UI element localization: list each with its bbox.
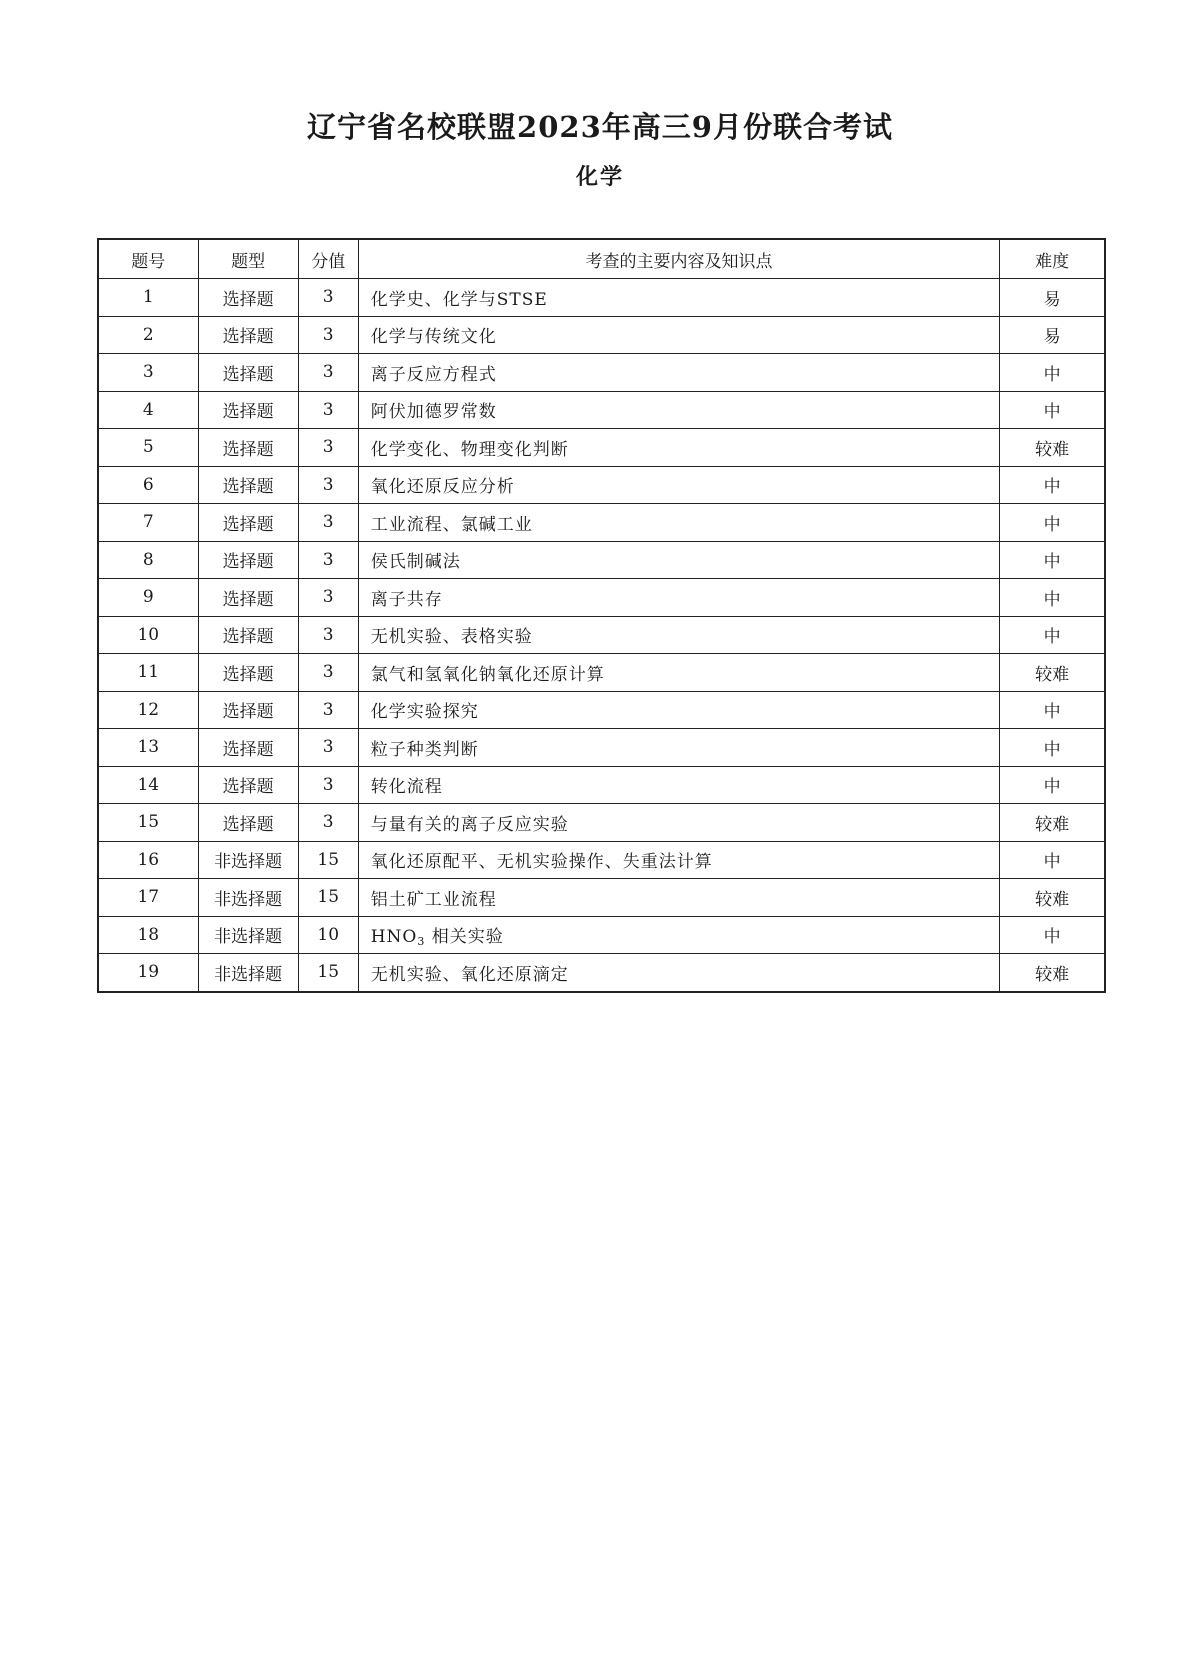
cell-difficulty: 中 [1000, 466, 1105, 504]
cell-score: 10 [298, 916, 358, 954]
cell-number: 14 [98, 766, 198, 804]
table-row [98, 579, 1105, 617]
cell-score: 3 [298, 616, 358, 654]
cell-type: 选择题 [198, 541, 298, 579]
cell-content: 转化流程 [358, 766, 1000, 804]
table-header-row [98, 239, 1105, 279]
cell-number: 17 [98, 879, 198, 917]
cell-number: 3 [98, 354, 198, 392]
cell-content: 无机实验、氧化还原滴定 [358, 954, 1000, 992]
cell-difficulty: 较难 [1000, 954, 1105, 992]
cell-type: 非选择题 [198, 954, 298, 992]
cell-difficulty: 易 [1000, 316, 1105, 354]
cell-difficulty: 中 [1000, 391, 1105, 429]
header-type: 题型 [198, 239, 298, 279]
cell-difficulty: 中 [1000, 616, 1105, 654]
cell-score: 3 [298, 279, 358, 317]
cell-score: 3 [298, 354, 358, 392]
cell-number: 1 [98, 279, 198, 317]
cell-number: 7 [98, 504, 198, 542]
table-row [98, 916, 1105, 954]
table-row [98, 804, 1105, 842]
page-subtitle: 化学 [575, 165, 624, 190]
cell-score: 3 [298, 729, 358, 767]
table-row [98, 766, 1105, 804]
cell-content: 与量有关的离子反应实验 [358, 804, 1000, 842]
cell-type: 选择题 [198, 466, 298, 504]
header-difficulty: 难度 [1000, 239, 1105, 279]
cell-difficulty: 中 [1000, 916, 1105, 954]
page-title: 辽宁省名校联盟2023年高三9月份联合考试 [307, 110, 893, 144]
cell-difficulty: 较难 [1000, 879, 1105, 917]
formula-hno3: $HNO_3$ [370, 926, 426, 948]
cell-difficulty: 中 [1000, 766, 1105, 804]
table-row [98, 504, 1105, 542]
cell-content: 阿伏加德罗常数 [358, 391, 1000, 429]
table-row [98, 391, 1105, 429]
cell-type: 非选择题 [198, 879, 298, 917]
cell-difficulty: 中 [1000, 729, 1105, 767]
cell-type: 选择题 [198, 804, 298, 842]
cell-content: 离子共存 [358, 579, 1000, 617]
table-row [98, 654, 1105, 692]
cell-type: 非选择题 [198, 841, 298, 879]
cell-content: 化学实验探究 [358, 691, 1000, 729]
cell-content: 氯气和氢氧化钠氧化还原计算 [358, 654, 1000, 692]
cell-type: 非选择题 [198, 916, 298, 954]
cell-content: 侯氏制碱法 [358, 541, 1000, 579]
cell-score: 3 [298, 541, 358, 579]
cell-type: 选择题 [198, 579, 298, 617]
table-row [98, 841, 1105, 879]
cell-type: 选择题 [198, 391, 298, 429]
cell-score: 15 [298, 841, 358, 879]
cell-score: 3 [298, 579, 358, 617]
cell-difficulty: 中 [1000, 541, 1105, 579]
table-row [98, 354, 1105, 392]
exam-analysis-table [97, 238, 1106, 993]
table-row [98, 691, 1105, 729]
cell-number: 5 [98, 429, 198, 467]
cell-number: 19 [98, 954, 198, 992]
header-number: 题号 [98, 239, 198, 279]
cell-score: 3 [298, 504, 358, 542]
cell-score: 3 [298, 654, 358, 692]
table-row [98, 429, 1105, 467]
cell-difficulty: 中 [1000, 691, 1105, 729]
cell-content: 粒子种类判断 [358, 729, 1000, 767]
table-row [98, 616, 1105, 654]
cell-type: 选择题 [198, 316, 298, 354]
table-row [98, 729, 1105, 767]
cell-type: 选择题 [198, 354, 298, 392]
cell-score: 3 [298, 429, 358, 467]
cell-type: 选择题 [198, 429, 298, 467]
cell-type: 选择题 [198, 654, 298, 692]
cell-score: 15 [298, 954, 358, 992]
cell-type: 选择题 [198, 279, 298, 317]
cell-type: 选择题 [198, 729, 298, 767]
cell-difficulty: 较难 [1000, 654, 1105, 692]
cell-score: 15 [298, 879, 358, 917]
cell-number: 15 [98, 804, 198, 842]
cell-difficulty: 中 [1000, 841, 1105, 879]
table-row [98, 954, 1105, 992]
table-row [98, 541, 1105, 579]
cell-score: 3 [298, 691, 358, 729]
cell-difficulty: 易 [1000, 279, 1105, 317]
header-content: 考查的主要内容及知识点 [358, 239, 1000, 279]
header-score: 分值 [298, 239, 358, 279]
cell-content: 化学变化、物理变化判断 [358, 429, 1000, 467]
cell-content: 离子反应方程式 [358, 354, 1000, 392]
cell-difficulty: 中 [1000, 354, 1105, 392]
cell-number: 2 [98, 316, 198, 354]
cell-difficulty: 较难 [1000, 429, 1105, 467]
cell-number: 8 [98, 541, 198, 579]
cell-number: 6 [98, 466, 198, 504]
cell-content: 工业流程、氯碱工业 [358, 504, 1000, 542]
cell-number: 16 [98, 841, 198, 879]
cell-score: 3 [298, 391, 358, 429]
cell-number: 4 [98, 391, 198, 429]
cell-type: 选择题 [198, 691, 298, 729]
cell-content: 铝土矿工业流程 [358, 879, 1000, 917]
cell-type: 选择题 [198, 616, 298, 654]
table-row [98, 316, 1105, 354]
cell-score: 3 [298, 804, 358, 842]
cell-score: 3 [298, 766, 358, 804]
cell-number: 9 [98, 579, 198, 617]
cell-content: $HNO_3$ 相关实验 [358, 916, 1000, 954]
cell-content: 化学史、化学与STSE [358, 279, 1000, 317]
cell-number: 10 [98, 616, 198, 654]
cell-score: 3 [298, 466, 358, 504]
cell-type: 选择题 [198, 766, 298, 804]
cell-number: 13 [98, 729, 198, 767]
table-row [98, 466, 1105, 504]
cell-score: 3 [298, 316, 358, 354]
cell-number: 18 [98, 916, 198, 954]
cell-content: 无机实验、表格实验 [358, 616, 1000, 654]
cell-difficulty: 中 [1000, 579, 1105, 617]
cell-difficulty: 中 [1000, 504, 1105, 542]
table-row [98, 879, 1105, 917]
cell-content: 氧化还原反应分析 [358, 466, 1000, 504]
cell-content: 氧化还原配平、无机实验操作、失重法计算 [358, 841, 1000, 879]
cell-number: 11 [98, 654, 198, 692]
table-row [98, 279, 1105, 317]
cell-type: 选择题 [198, 504, 298, 542]
cell-difficulty: 较难 [1000, 804, 1105, 842]
cell-number: 12 [98, 691, 198, 729]
cell-content: 化学与传统文化 [358, 316, 1000, 354]
